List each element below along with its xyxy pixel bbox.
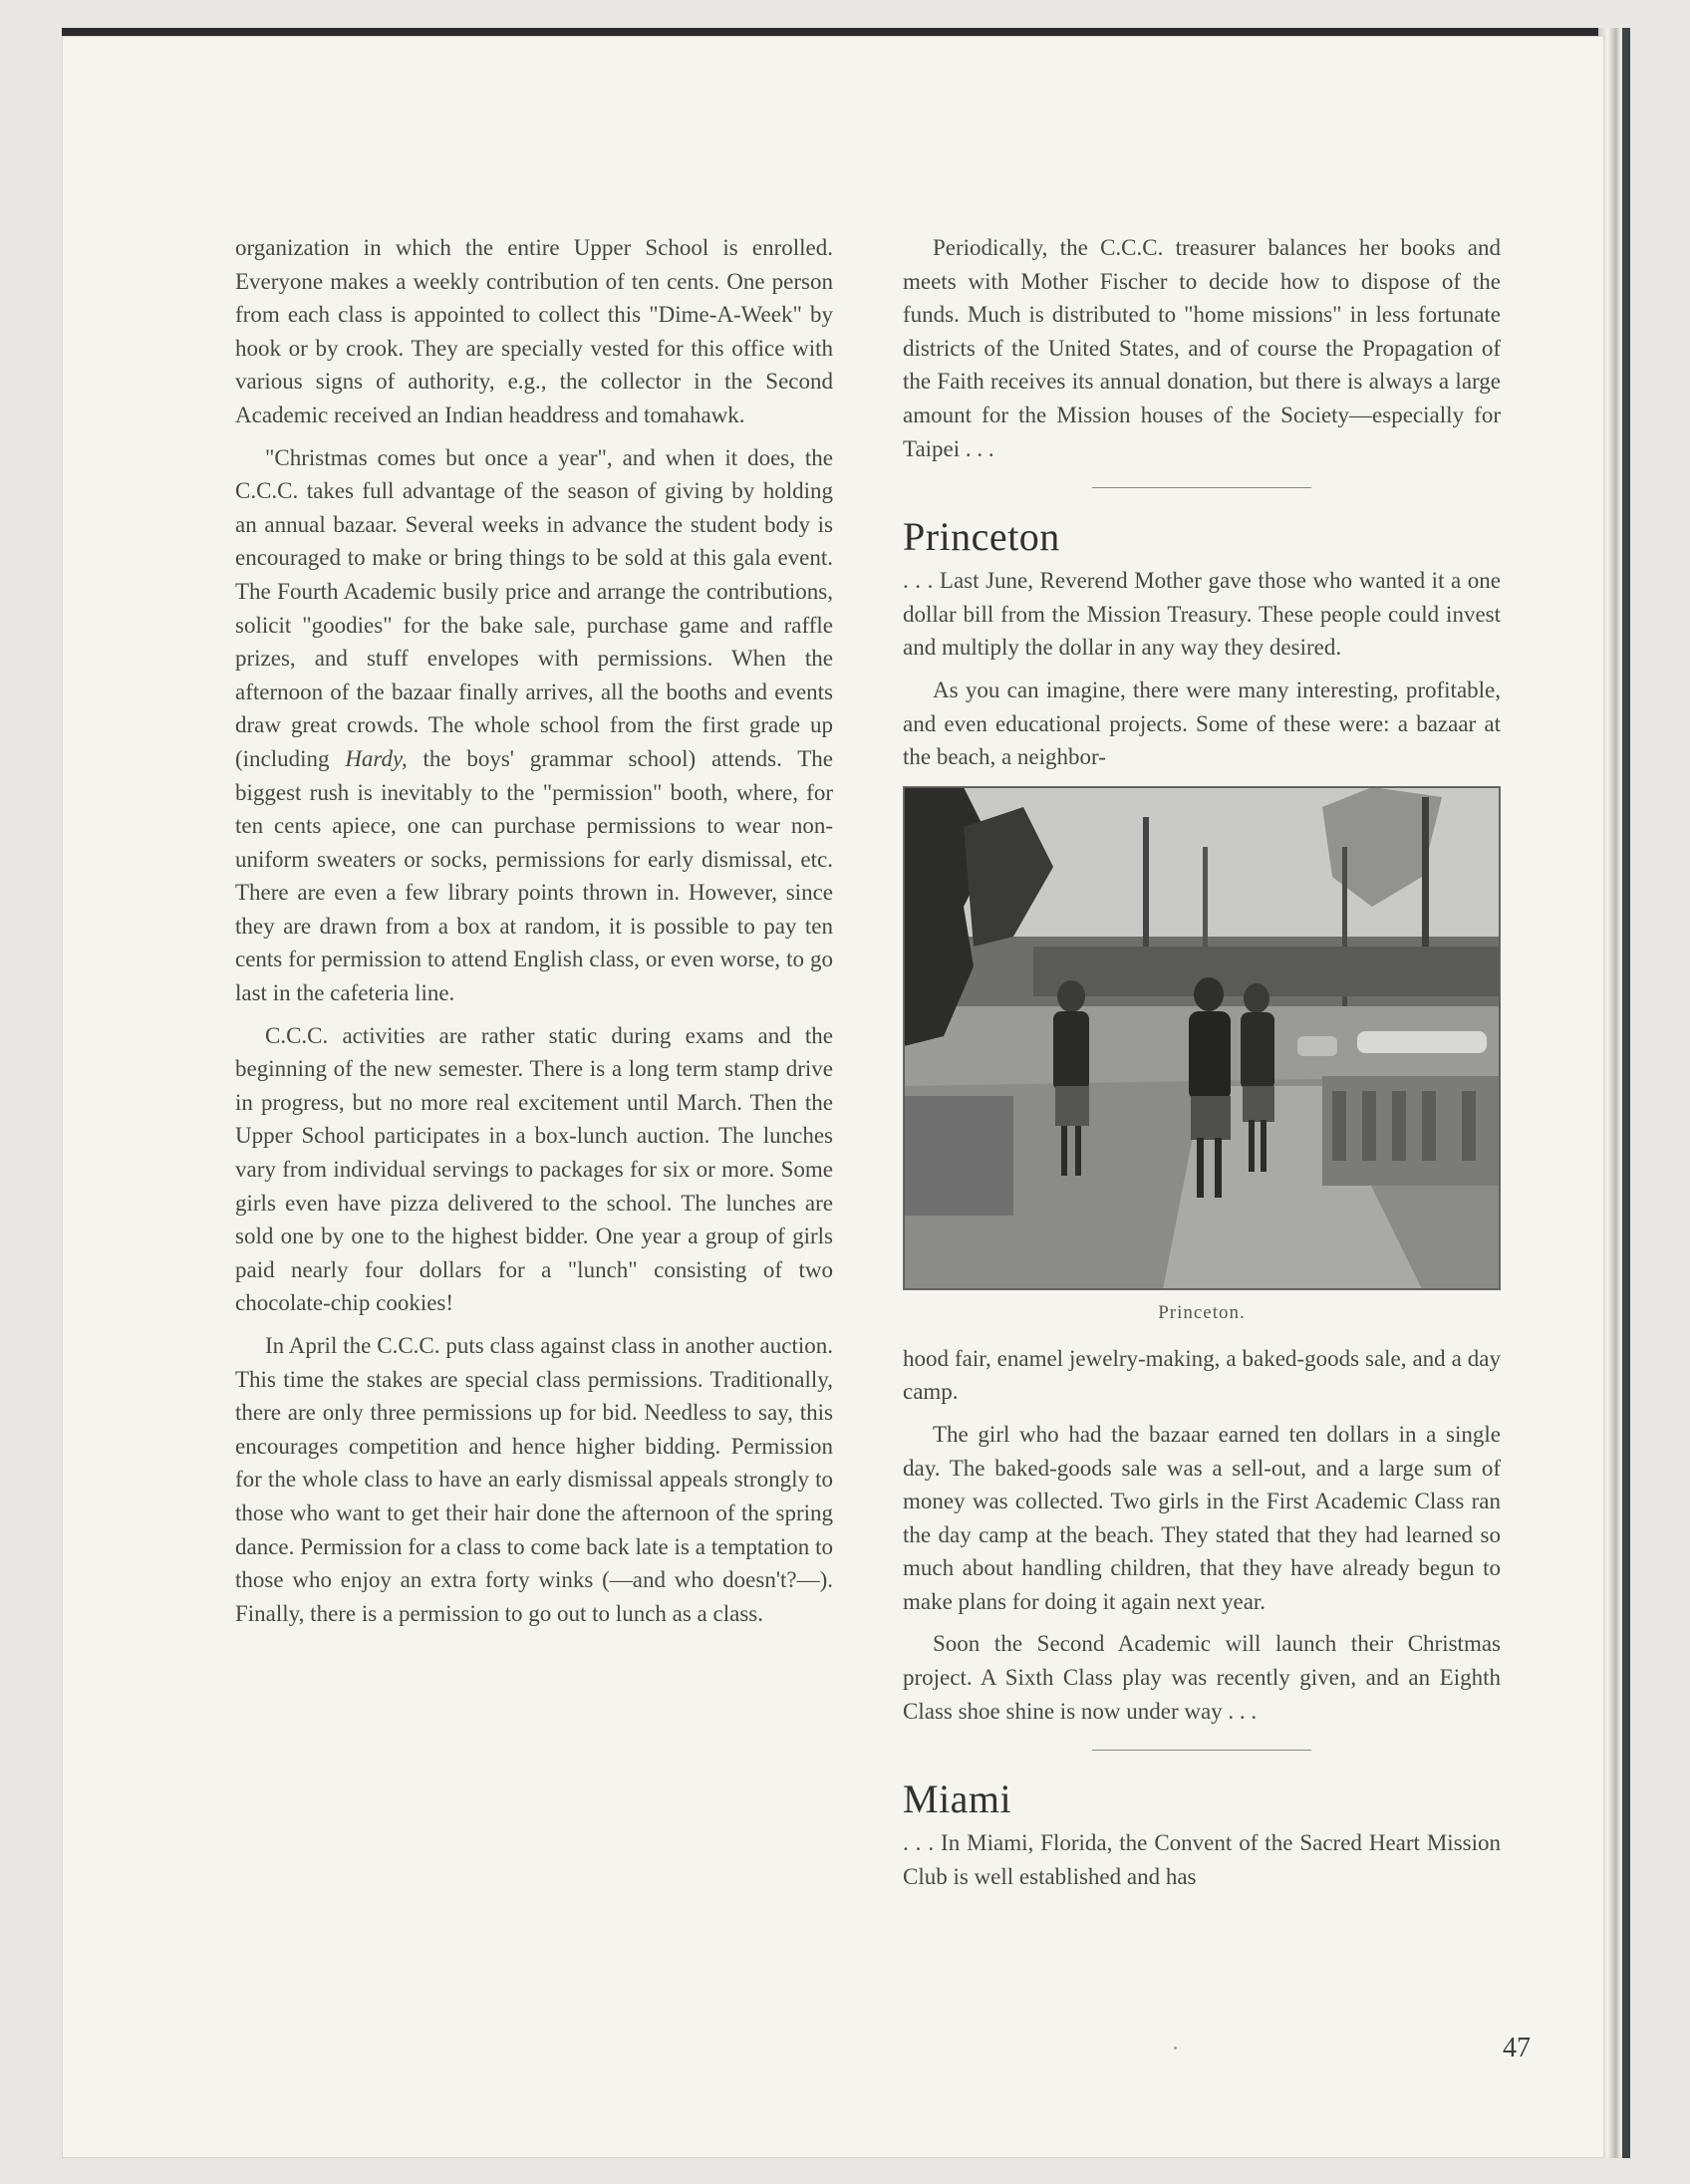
princeton-photo <box>903 786 1501 1290</box>
left-paragraph-4: In April the C.C.C. puts class against class in another auction. This time the stakes are special class permissions. Traditionally, there are only three permissions up for bid. Needless to say, this encourages competition and hence higher bidding. Permission for the whole class to have an early dismissal appeals strongly to those who want to get their hair done the afternoon of the spring dance. Permission for a class to come back late is a temptation to those who enjoy an extra forty winks (—and who doesn't?—). Finally, there is a permission to go out to lunch as a class. <box>235 1333 833 1626</box>
left-paragraph-2-b: the boys' grammar school) attends. The biggest rush is inevitably to the "permission" booth, where, for ten cents apiece, one can purchase permissions to wear non-uniform sweaters or socks, permissions for early dismissal, etc. There are even a few library points thrown in. However, since they are drawn from a box at random, it is possible to pay ten cents for permission to attend English class, or even worse, to go last in the cafeteria line. <box>235 745 833 1006</box>
princeton-paragraph-5: Soon the Second Academic will launch their Christmas project. A Sixth Class play was recently given, and an Eighth Class shoe shine is now under way . . . <box>903 1631 1501 1724</box>
princeton-paragraph-3: hood fair, enamel jewelry-making, a baked-goods sale, and a day camp. <box>903 1345 1501 1405</box>
right-column <box>903 231 1501 1902</box>
section-divider-2 <box>1092 1750 1311 1751</box>
photo-caption: Princeton. <box>1158 1301 1246 1323</box>
princeton-photo-image <box>904 787 1500 1289</box>
left-paragraph-1: organization in which the entire Upper School is enrolled. Everyone makes a weekly contribution of ten cents. One person from each class is appointed to collect this "Dime-A-Week" by hook or by crook. They are specially vested for this office with various signs of authority, e.g., the collector in the Second Academic received an Indian headdress and tomahawk. <box>235 235 833 427</box>
section-title-miami: Miami <box>903 1776 1012 1822</box>
left-paragraph-2 <box>235 441 833 1010</box>
left-paragraph-3: C.C.C. activities are rather static during exams and the beginning of the new semester. There is a long term stamp drive in progress, but no more real excitement until March. Then the Upper School participates in a box-lunch auction. The lunches vary from individual servings to packages for six or more. Some girls even have pizza delivered to the school. The lunches are sold one by one to the highest bidder. One year a group of girls paid nearly four dollars for a "lunch" consisting of two chocolate-chip cookies! <box>235 1022 833 1316</box>
princeton-paragraph-4: The girl who had the bazaar earned ten dollars in a single day. The baked-goods sale was a sell-out, and a large sum of money was collected. Two girls in the First Academic Class ran the day camp at the beach. They stated that they had learned so much about handling children, that they have already begun to make plans for doing it again next year. <box>903 1421 1501 1614</box>
paper-speck <box>1174 2047 1177 2049</box>
miami-paragraph-1: . . . In Miami, Florida, the Convent of the Sacred Heart Mission Club is well established and has <box>903 1830 1501 1889</box>
left-paragraph-2-a: "Christmas comes but once a year", and when it does, the C.C.C. takes full advantage of the season of giving by holding an annual bazaar. Several weeks in advance the student body is encouraged to make or bring things to be sold at this gala event. The Fourth Academic busily price and arrange the contributions, solicit "goodies" for the bake sale, purchase game and raffle prizes, and stuff envelopes with permissions. When the afternoon of the bazaar finally arrives, all the booths and events draw great crowds. The whole school from the first grade up (including <box>235 444 833 771</box>
section-title-princeton: Princeton <box>903 514 1060 560</box>
book-page <box>62 36 1604 2158</box>
section-divider <box>1092 487 1311 488</box>
princeton-paragraph-1: . . . Last June, Reverend Mother gave those who wanted it a one dollar bill from the Mission Treasury. These people could invest and multiply the dollar in any way they desired. <box>903 568 1501 661</box>
book-cover-edge <box>1622 28 1630 2158</box>
italic-hardy: Hardy, <box>345 745 408 771</box>
left-column <box>235 231 833 1639</box>
page-number: 47 <box>1503 2033 1531 2063</box>
right-paragraph-1: Periodically, the C.C.C. treasurer balances her books and meets with Mother Fischer to decide how to dispose of the funds. Much is distributed to "home missions" in less fortunate districts of the United States, and of course the Propagation of the Faith receives its annual donation, but there is always a large amount for the Mission houses of the Society—especially for Taipei . . . <box>903 235 1501 461</box>
princeton-paragraph-2: As you can imagine, there were many interesting, profitable, and even educational projects. Some of these were: a bazaar at the beach, a neighbor- <box>903 677 1501 770</box>
